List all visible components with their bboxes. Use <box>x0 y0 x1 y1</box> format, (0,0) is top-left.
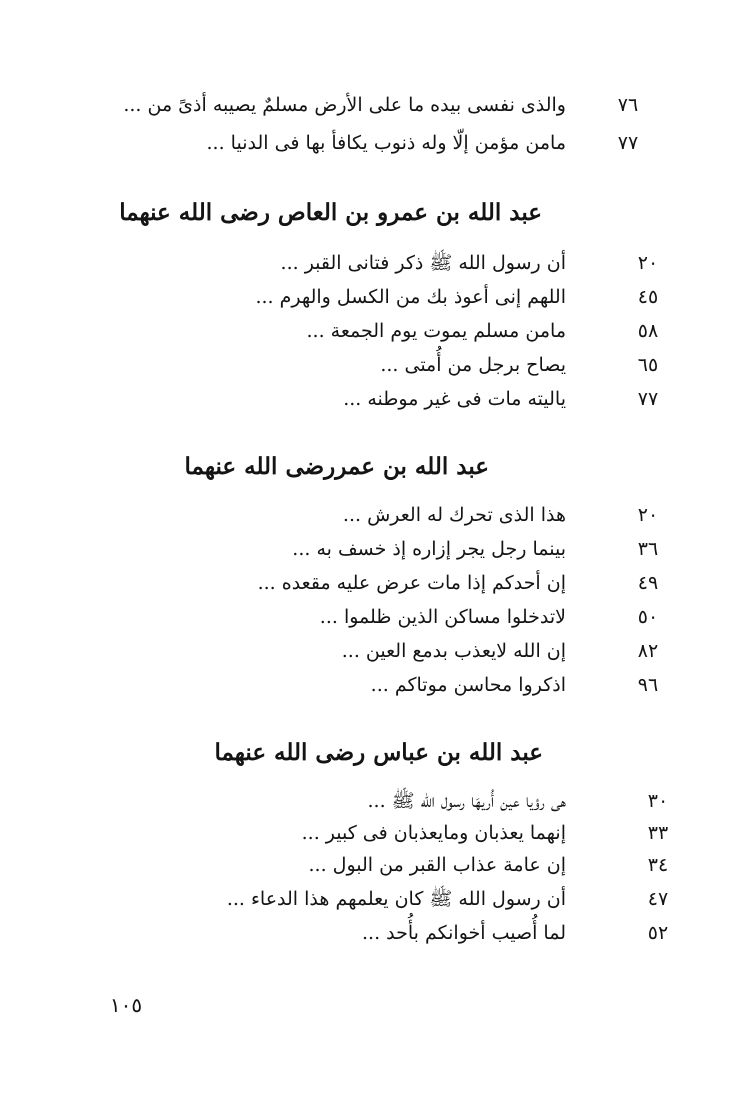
index-entry <box>120 384 680 414</box>
index-entry <box>120 128 680 158</box>
entry-text: مامن مؤمن إلّا وله ذنوب يكافأ بها فى الدنيا ... <box>206 132 566 154</box>
entry-text: ياليته مات فى غير موطنه ... <box>343 388 566 410</box>
entry-text: أن رسول الله ﷺ ذكر فتانى القبر ... <box>280 252 566 274</box>
section-heading: عبد الله بن عباس رضى الله عنهما <box>214 739 543 766</box>
entry-number: ٢٠ <box>637 252 659 274</box>
index-entry <box>120 90 680 120</box>
section-heading: عبد الله بن عمرو بن العاص رضى الله عنهما <box>119 199 542 226</box>
entry-text: بينما رجل يجر إزاره إذ خسف به ... <box>292 538 566 560</box>
index-entry <box>120 918 680 948</box>
entry-text: اذكروا محاسن موتاكم ... <box>370 674 566 696</box>
entry-text: والذى نفسى بيده ما على الأرض مسلمٌ يصيبه أذىً من ... <box>123 94 566 116</box>
index-entry <box>120 602 680 632</box>
entry-text: اللهم إنى أعوذ بك من الكسل والهرم ... <box>255 286 566 308</box>
entry-text: إن عامة عذاب القبر من البول ... <box>308 854 566 876</box>
entry-text: لاتدخلوا مساكن الذين ظلموا ... <box>319 606 566 628</box>
index-entry <box>120 568 680 598</box>
entry-number: ٣٠ <box>647 790 669 812</box>
index-entry <box>120 850 680 880</box>
index-entry <box>120 350 680 380</box>
entry-number: ٥٠ <box>637 606 659 628</box>
entry-text: إنهما يعذبان ومايعذبان فى كبير ... <box>301 822 566 844</box>
entry-text: لما أُصيب أخوانكم بأُحد ... <box>362 922 566 944</box>
index-entry <box>120 786 680 816</box>
entry-number: ٣٦ <box>637 538 659 560</box>
entry-number: ٥٢ <box>647 922 669 944</box>
entry-text: إن أحدكم إذا مات عرض عليه مقعده ... <box>257 572 566 594</box>
entry-number: ٤٩ <box>637 572 659 594</box>
page-number: ١٠٥ <box>109 993 143 1017</box>
index-entry <box>120 670 680 700</box>
index-entry <box>120 282 680 312</box>
entry-text: مامن مسلم يموت يوم الجمعة ... <box>306 320 566 342</box>
entry-number: ٤٧ <box>647 888 669 910</box>
entry-number: ٤٥ <box>637 286 659 308</box>
index-entry <box>120 534 680 564</box>
section-heading: عبد الله بن عمررضى الله عنهما <box>184 453 489 480</box>
entry-number: ٨٢ <box>637 640 659 662</box>
index-entry <box>120 884 680 914</box>
index-entry <box>120 248 680 278</box>
entry-text: يصاح برجل من أُمتى ... <box>380 354 566 376</box>
index-entry <box>120 500 680 530</box>
entry-number: ٧٧ <box>637 388 659 410</box>
entry-text: إن الله لايعذب بدمع العين ... <box>341 640 566 662</box>
entry-number: ٧٧ <box>617 132 639 154</box>
entry-number: ٣٣ <box>647 822 669 844</box>
entry-number: ٢٠ <box>637 504 659 526</box>
index-entry <box>120 316 680 346</box>
entry-text: أن رسول الله ﷺ كان يعلمهم هذا الدعاء ... <box>226 888 566 910</box>
entry-number: ٧٦ <box>617 94 639 116</box>
entry-number: ٣٤ <box>647 854 669 876</box>
index-entry <box>120 818 680 848</box>
entry-text: هى رؤيا عين أُريهَا رسول الله ﷺ ... <box>367 790 566 812</box>
entry-number: ٩٦ <box>637 674 659 696</box>
entry-number: ٦٥ <box>637 354 659 376</box>
index-entry <box>120 636 680 666</box>
entry-number: ٥٨ <box>637 320 659 342</box>
entry-text: هذا الذى تحرك له العرش ... <box>342 504 566 526</box>
